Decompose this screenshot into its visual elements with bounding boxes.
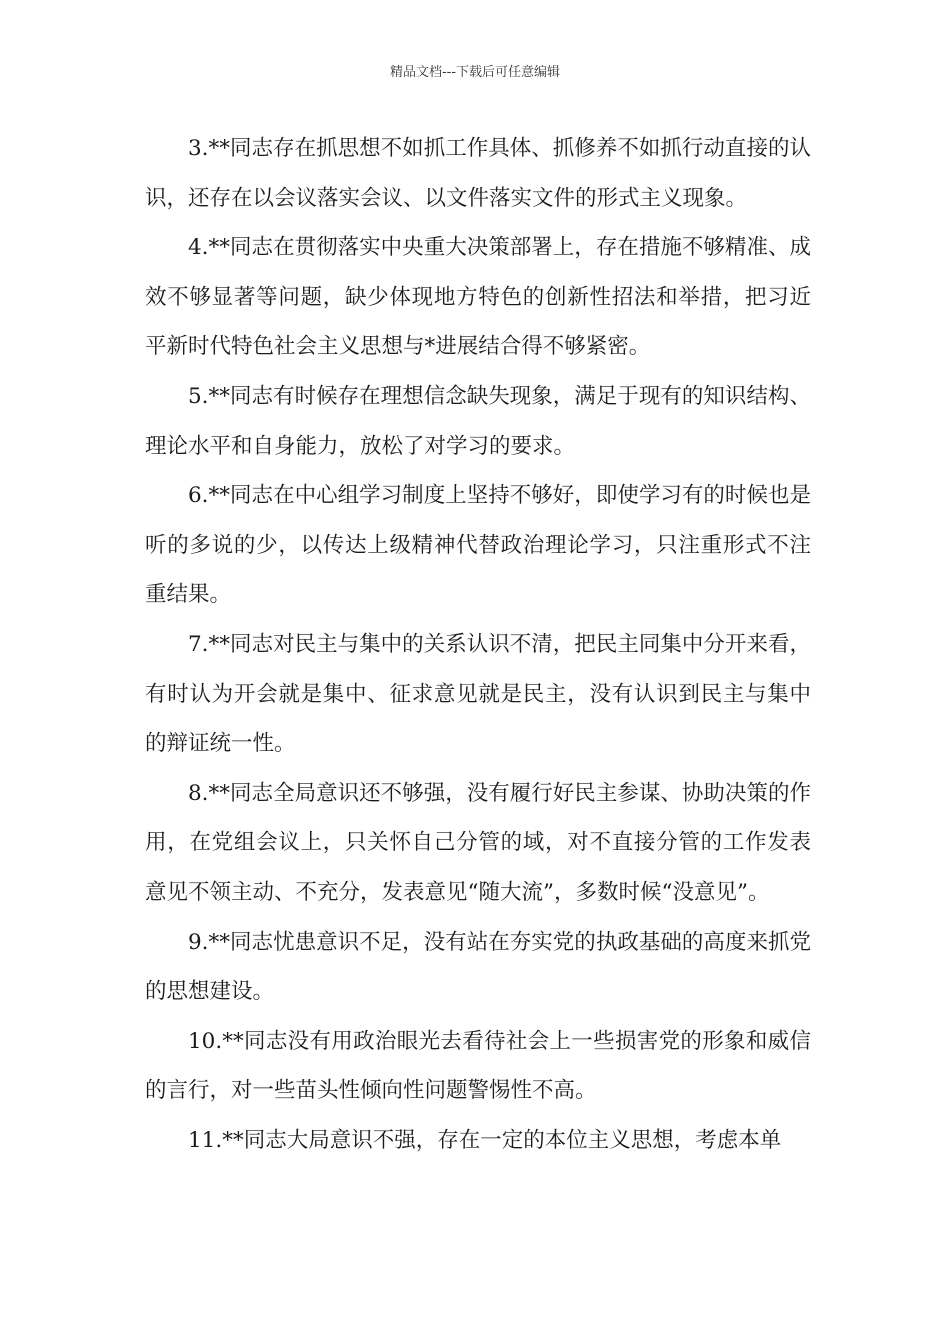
paragraph-3: 3.**同志存在抓思想不如抓工作具体、抓修养不如抓行动直接的认识，还存在以会议落实会议、以文件落实文件的形式主义现象。: [145, 136, 811, 211]
document-body: [145, 124, 811, 1165]
paragraph-9: 9.**同志忧患意识不足，没有站在夯实党的执政基础的高度来抓党的思想建设。: [145, 929, 811, 1005]
paragraph-5: 5.**同志有时候存在理想信念缺失现象，满足于现有的知识结构、理论水平和自身能力，放松了对学习的要求。: [145, 383, 811, 459]
paragraph-8: 8.**同志全局意识还不够强，没有履行好民主参谋、协助决策的作用，在党组会议上，只关怀自己分管的域，对不直接分管的工作发表意见不领主动、不充分，发表意见“随大流”，多数时候“没意见”。: [145, 780, 811, 905]
paragraph-6: 6.**同志在中心组学习制度上坚持不够好，即使学习有的时候也是听的多说的少，以传达上级精神代替政治理论学习，只注重形式不注重结果。: [145, 483, 811, 608]
paragraph-10: 10.**同志没有用政治眼光去看待社会上一些损害党的形象和威信的言行，对一些苗头性倾向性问题警惕性不高。: [145, 1028, 811, 1104]
paragraph-7: 7.**同志对民主与集中的关系认识不清，把民主同集中分开来看，有时认为开会就是集中、征求意见就是民主，没有认识到民主与集中的辩证统一性。: [145, 631, 811, 757]
paragraph-11: 11.**同志大局意识不强，存在一定的本位主义思想，考虑本单: [188, 1127, 782, 1153]
paragraph-4: 4.**同志在贯彻落实中央重大决策部署上，存在措施不够精准、成效不够显著等问题，缺少体现地方特色的创新性招法和举措，把习近平新时代特色社会主义思想与*进展结合得不够紧密。: [145, 235, 811, 360]
page-header: 精品文档---下载后可任意编辑: [389, 65, 561, 80]
